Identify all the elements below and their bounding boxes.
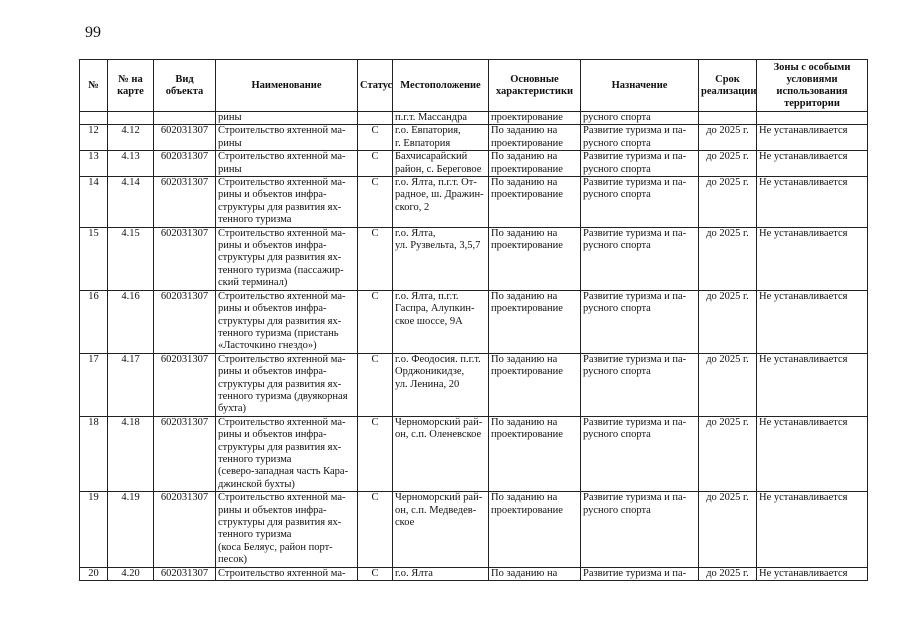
row-number-cell: 18 — [80, 416, 108, 491]
name-cell: Строительство яхтенной ма- рины — [216, 125, 358, 151]
row-number-cell: 19 — [80, 492, 108, 567]
map-number-cell: 4.14 — [108, 177, 154, 228]
location-cell: Черноморский рай- он, с.п. Медведев- ское — [393, 492, 489, 567]
purpose-cell: Развитие туризма и па- русного спорта — [581, 227, 699, 290]
features-cell: По заданию на проектирование — [489, 290, 581, 353]
table-row — [80, 290, 868, 353]
name-cell: Строительство яхтенной ма- рины и объектов инфра- структуры для развития ях- тенного туризма (двуякорная бухта) — [216, 353, 358, 416]
name-cell: Строительство яхтенной ма- рины и объектов инфра- структуры для развития ях- тенного туризма — [216, 177, 358, 228]
features-cell: По заданию на проектирование — [489, 416, 581, 491]
zones-cell: Не устанавливается — [757, 492, 868, 567]
table-row — [80, 416, 868, 491]
header-purpose: Назначение — [581, 60, 699, 112]
map-number-cell: 4.16 — [108, 290, 154, 353]
name-cell: Строительство яхтенной ма- рины и объектов инфра- структуры для развития ях- тенного туризма (северо-западная часть Кара- джинской бухты) — [216, 416, 358, 491]
object-type-cell: 602031307 — [154, 492, 216, 567]
object-type-cell: 602031307 — [154, 353, 216, 416]
purpose-cell: Развитие туризма и па- русного спорта — [581, 177, 699, 228]
row-number-cell: 13 — [80, 151, 108, 177]
status-cell: С — [358, 227, 393, 290]
zones-cell: Не устанавливается — [757, 177, 868, 228]
status-cell: С — [358, 151, 393, 177]
row-number-cell — [80, 112, 108, 125]
map-number-cell: 4.18 — [108, 416, 154, 491]
table-row — [80, 112, 868, 125]
row-number-cell: 20 — [80, 567, 108, 580]
purpose-cell: Развитие туризма и па- — [581, 567, 699, 580]
status-cell: С — [358, 177, 393, 228]
table-row — [80, 567, 868, 580]
features-cell: По заданию на проектирование — [489, 125, 581, 151]
map-number-cell: 4.12 — [108, 125, 154, 151]
zones-cell: Не устанавливается — [757, 125, 868, 151]
location-cell: г.о. Ялта, ул. Рузвельта, 3,5,7 — [393, 227, 489, 290]
name-cell: Строительство яхтенной ма- рины и объектов инфра- структуры для развития ях- тенного туризма (пассажир- ский терминал) — [216, 227, 358, 290]
features-cell: По заданию на проектирование — [489, 353, 581, 416]
zones-cell: Не устанавливается — [757, 227, 868, 290]
features-cell: По заданию на проектирование — [489, 177, 581, 228]
status-cell: С — [358, 353, 393, 416]
object-type-cell: 602031307 — [154, 290, 216, 353]
location-cell: Черноморский рай- он, с.п. Оленевское — [393, 416, 489, 491]
header-object-type: Вид объекта — [154, 60, 216, 112]
term-cell — [699, 112, 757, 125]
location-cell: г.о. Ялта, п.г.т. От- радное, ш. Дражин- ского, 2 — [393, 177, 489, 228]
features-cell: По заданию на проектирование — [489, 492, 581, 567]
table-row — [80, 125, 868, 151]
page-number: 99 — [85, 24, 101, 41]
row-number-cell: 14 — [80, 177, 108, 228]
header-map-number: № на карте — [108, 60, 154, 112]
row-number-cell: 16 — [80, 290, 108, 353]
term-cell: до 2025 г. — [699, 416, 757, 491]
table-row — [80, 227, 868, 290]
status-cell: С — [358, 125, 393, 151]
map-number-cell: 4.20 — [108, 567, 154, 580]
zones-cell: Не устанавливается — [757, 290, 868, 353]
status-cell: С — [358, 416, 393, 491]
header-status: Статус — [358, 60, 393, 112]
purpose-cell: Развитие туризма и па- русного спорта — [581, 151, 699, 177]
term-cell: до 2025 г. — [699, 227, 757, 290]
row-number-cell: 17 — [80, 353, 108, 416]
object-type-cell: 602031307 — [154, 151, 216, 177]
features-cell: По заданию на проектирование — [489, 151, 581, 177]
zones-cell: Не устанавливается — [757, 416, 868, 491]
header-num: № — [80, 60, 108, 112]
zones-cell — [757, 112, 868, 125]
map-number-cell — [108, 112, 154, 125]
object-type-cell: 602031307 — [154, 177, 216, 228]
features-cell: По заданию на проектирование — [489, 227, 581, 290]
name-cell: Строительство яхтенной ма- рины — [216, 151, 358, 177]
row-number-cell: 15 — [80, 227, 108, 290]
location-cell: Бахчисарайский район, с. Береговое — [393, 151, 489, 177]
header-name: Наименование — [216, 60, 358, 112]
term-cell: до 2025 г. — [699, 492, 757, 567]
term-cell: до 2025 г. — [699, 125, 757, 151]
purpose-cell: Развитие туризма и па- русного спорта — [581, 492, 699, 567]
zones-cell: Не устанавливается — [757, 567, 868, 580]
object-type-cell: 602031307 — [154, 416, 216, 491]
location-cell: п.г.т. Массандра — [393, 112, 489, 125]
objects-table — [79, 59, 868, 581]
table-row — [80, 353, 868, 416]
object-type-cell: 602031307 — [154, 567, 216, 580]
table-row — [80, 151, 868, 177]
location-cell: г.о. Евпатория, г. Евпатория — [393, 125, 489, 151]
status-cell: С — [358, 567, 393, 580]
term-cell: до 2025 г. — [699, 353, 757, 416]
location-cell: г.о. Феодосия. п.г.т. Орджоникидзе, ул. Ленина, 20 — [393, 353, 489, 416]
map-number-cell: 4.15 — [108, 227, 154, 290]
object-type-cell: 602031307 — [154, 125, 216, 151]
status-cell: С — [358, 492, 393, 567]
header-zones: Зоны с особыми условиями использования территории — [757, 60, 868, 112]
name-cell: рины — [216, 112, 358, 125]
map-number-cell: 4.19 — [108, 492, 154, 567]
table-body — [80, 112, 868, 581]
object-type-cell: 602031307 — [154, 227, 216, 290]
purpose-cell: Развитие туризма и па- русного спорта — [581, 416, 699, 491]
term-cell: до 2025 г. — [699, 151, 757, 177]
features-cell: проектирование — [489, 112, 581, 125]
purpose-cell: Развитие туризма и па- русного спорта — [581, 353, 699, 416]
name-cell: Строительство яхтенной ма- рины и объектов инфра- структуры для развития ях- тенного туризма (коса Беляус, район порт- песок) — [216, 492, 358, 567]
features-cell: По заданию на — [489, 567, 581, 580]
header-term: Срок реализации — [699, 60, 757, 112]
map-number-cell: 4.17 — [108, 353, 154, 416]
location-cell: г.о. Ялта, п.г.т. Гаспра, Алупкин- ское шоссе, 9А — [393, 290, 489, 353]
object-type-cell — [154, 112, 216, 125]
header-features: Основные характеристики — [489, 60, 581, 112]
purpose-cell: русного спорта — [581, 112, 699, 125]
table-header-row — [80, 60, 868, 112]
zones-cell: Не устанавливается — [757, 353, 868, 416]
status-cell: С — [358, 290, 393, 353]
header-location: Местоположение — [393, 60, 489, 112]
term-cell: до 2025 г. — [699, 177, 757, 228]
name-cell: Строительство яхтенной ма- рины и объектов инфра- структуры для развития ях- тенного туризма (пристань «Ласточкино гнездо») — [216, 290, 358, 353]
zones-cell: Не устанавливается — [757, 151, 868, 177]
term-cell: до 2025 г. — [699, 290, 757, 353]
row-number-cell: 12 — [80, 125, 108, 151]
purpose-cell: Развитие туризма и па- русного спорта — [581, 125, 699, 151]
table-row — [80, 177, 868, 228]
term-cell: до 2025 г. — [699, 567, 757, 580]
location-cell: г.о. Ялта — [393, 567, 489, 580]
purpose-cell: Развитие туризма и па- русного спорта — [581, 290, 699, 353]
status-cell — [358, 112, 393, 125]
table-row — [80, 492, 868, 567]
map-number-cell: 4.13 — [108, 151, 154, 177]
name-cell: Строительство яхтенной ма- — [216, 567, 358, 580]
